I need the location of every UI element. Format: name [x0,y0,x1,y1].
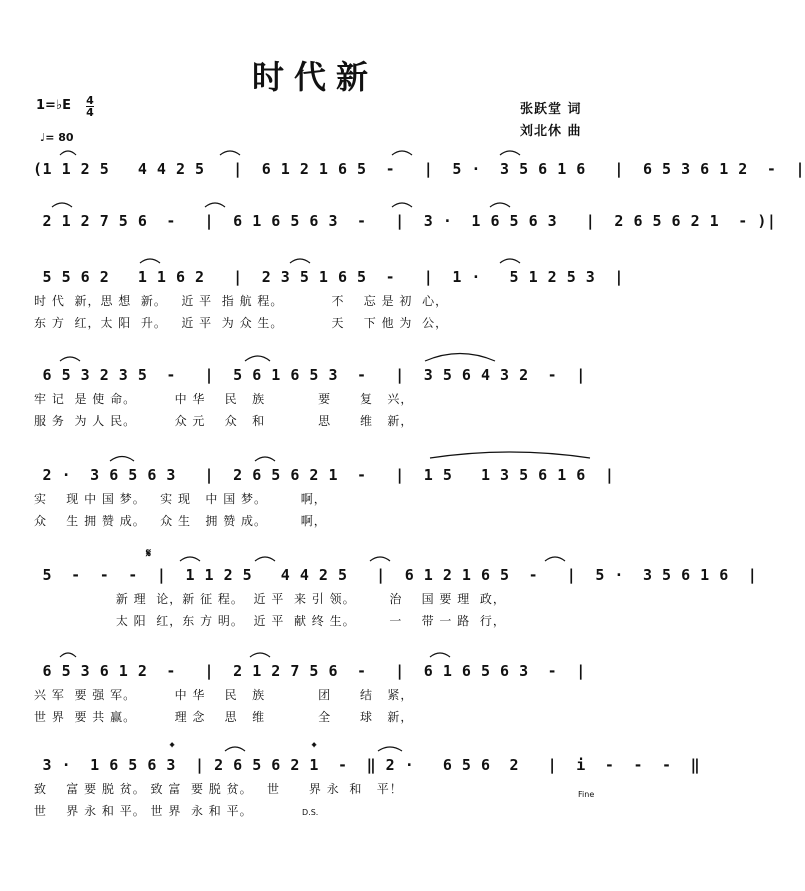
notes-row-6: 5 - - - | 1 1 2 5 4 4 2 5 | 6 1 2 1 6 5 - | 5 · 3 5 6 1 6 | [33,566,758,584]
tempo-marking: ♩= 80 [40,131,74,144]
slur-arc [180,557,200,561]
slur-arc [378,747,402,751]
time-signature [86,95,94,118]
lyrics-row-7-verse-1: 兴 军 要 强 军。 中 华 民 族 团 结 紧， [34,688,414,702]
slur-arc [140,259,160,263]
slur-arc [52,203,72,207]
lyrics-row-5-verse-1: 实 现 中 国 梦。 实 现 中 国 梦。 啊， [34,492,327,506]
slur-arc [392,151,412,155]
slur-arc [392,203,412,207]
slur-arc [225,747,245,751]
time-signature-top: 4 [86,94,94,107]
coda-mark-2: 𝄌 [312,740,317,754]
slur-arc [290,259,310,263]
key-signature: 1=♭E [36,98,71,113]
fine-mark: Fine [578,790,595,799]
lyrics-row-6-verse-1: 新 理 论，新 征 程。 近 平 来 引 领。 治 国 要 理 政， [34,592,506,606]
notes-row-2: 2 1 2 7 5 6 - | 6 1 6 5 6 3 - | 3 · 1 6 5 6 3 | 2 6 5 6 2 1 - )| [33,212,777,230]
slur-arc [110,457,134,462]
slur-arc [245,356,270,361]
slur-arc [255,557,275,561]
lyrics-row-3-verse-2: 东 方 红，太 阳 升。 近 平 为 众 生。 天 下 他 为 公， [34,316,449,330]
lyrics-row-5-verse-2: 众 生 拥 赞 成。 众 生 拥 赞 成。 啊， [34,514,327,528]
time-signature-bottom: 4 [86,106,94,119]
notes-row-7: 6 5 3 6 1 2 - | 2 1 2 7 5 6 - | 6 1 6 5 6 3 - | [33,662,586,680]
segno-mark: 𝄋 [146,546,152,560]
ds-mark: D.S. [302,808,319,817]
lyrics-row-8-verse-1: 致 富 要 脱 贫。 致 富 要 脱 贫。 世 界 永 和 平！ [34,782,403,796]
slur-arc [205,203,225,207]
slur-arc [545,557,565,561]
song-title: 时代新 [251,58,378,96]
lyrics-row-6-verse-2: 太 阳 红，东 方 明。 近 平 献 终 生。 一 带 一 路 行， [34,614,506,628]
slur-arc [60,357,80,361]
notes-row-8: 3 · 1 6 5 6 3 | 2 6 5 6 2 1 - ‖ 2 · 6 5 6 2 | i - - - ‖ [33,756,701,774]
slur-arc [430,452,590,458]
notes-row-5: 2 · 3 6 5 6 3 | 2 6 5 6 2 1 - | 1 5 1 3 5 6 1 6 | [33,466,615,484]
slur-arc [60,653,76,657]
slur-arc [500,151,520,155]
slur-arc [430,653,450,657]
lyrics-row-4-verse-1: 牢 记 是 使 命。 中 华 民 族 要 复 兴， [34,392,414,406]
notes-row-1: (1 1 2 5 4 4 2 5 | 6 1 2 1 6 5 - | 5 · 3 5 6 1 6 | 6 5 3 6 1 2 - | [33,160,805,178]
lyrics-row-3-verse-1: 时 代 新，思 想 新。 近 平 指 航 程。 不 忘 是 初 心， [34,294,449,308]
slur-arc [255,457,275,461]
slur-arc [500,259,520,263]
slur-arc [60,151,76,155]
composer-credit: 刘北休 曲 [520,124,582,139]
notes-row-3: 5 5 6 2 1 1 6 2 | 2 3 5 1 6 5 - | 1 · 5 1 2 5 3 | [33,268,624,286]
lyrics-row-8-verse-2: 世 界 永 和 平。 世 界 永 和 平。 [34,804,268,818]
lyricist-credit: 张跃堂 词 [520,102,582,117]
slur-arc [425,354,495,362]
slur-arc [370,557,390,561]
coda-mark-1: 𝄌 [170,740,175,754]
slur-arc [220,151,240,155]
lyrics-row-7-verse-2: 世 界 要 共 赢。 理 念 思 维 全 球 新， [34,710,414,724]
slur-arc [250,653,270,657]
lyrics-row-4-verse-2: 服 务 为 人 民。 众 元 众 和 思 维 新， [34,414,414,428]
slur-arc [490,203,510,207]
notes-row-4: 6 5 3 2 3 5 - | 5 6 1 6 5 3 - | 3 5 6 4 3 2 - | [33,366,586,384]
